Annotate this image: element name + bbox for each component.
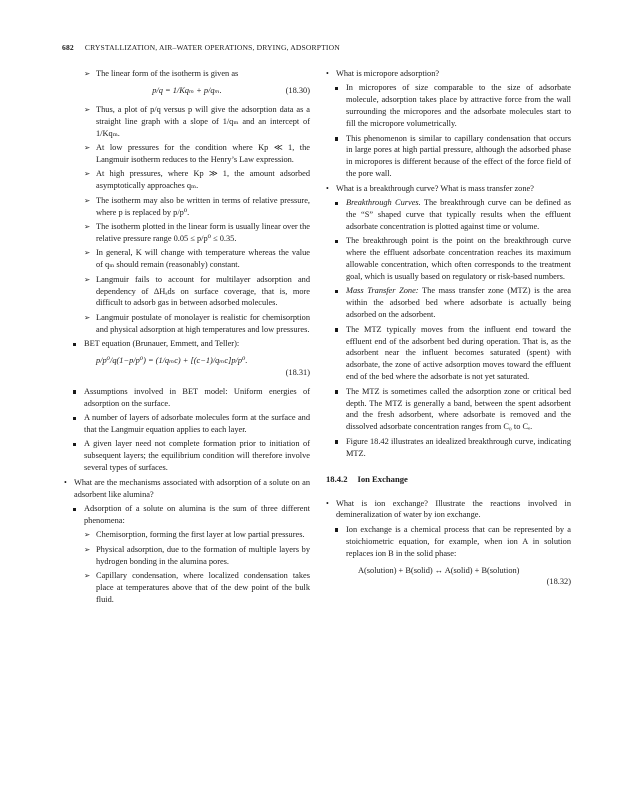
item-text: Ion exchange is a chemical process that can be represented by a stoichiometric equation, for example, when ion A in solution replaces ion B in the solid phase: [346,524,571,558]
running-header [62,43,572,52]
item-text: Langmuir fails to account for multilayer adsorption and dependency of ΔHₐds on surface coverage, that is, more difficult to adsorb gas in between adsorbed molecules. [96,274,310,308]
item-text: The breakthrough curve can be defined as the “S” shaped curve that typically results when the effluent adsorbate concentration is plotted against time or volume. [346,198,571,231]
square-bullet-icon [335,436,338,448]
arrow-bullet-icon: ➢ [84,221,91,231]
arrow-bullet-icon: ➢ [84,143,91,153]
sub-bullet-item [64,570,310,606]
item-text: BET equation (Brunauer, Emmett, and Teller): [84,339,240,349]
equation-expression: p/q = 1/Kqₘ + p/qₘ. [152,85,222,95]
section-title: Ion Exchange [357,473,408,484]
item-text: Thus, a plot of p/q versus p will give the adsorption data as a straight line graph with a slope of 1/qₘ and an intercept of 1/Kqₘ. [96,104,310,138]
square-bullet-icon [335,285,338,297]
running-title: CRYSTALLIZATION, AIR–WATER OPERATIONS, DRYING, ADSORPTION [84,43,340,52]
arrow-bullet-icon: ➢ [84,544,91,554]
dot-bullet-icon: • [326,69,329,78]
item-text: The isotherm plotted in the linear form is usually linear over the relative pressure range 0.05 ≤ p/p⁰ ≤ 0.35. [96,221,310,243]
bullet-item [326,386,571,434]
question-item [326,68,571,80]
item-text: What is ion exchange? Illustrate the reactions involved in demineralization of water by ion exchange. [336,498,571,520]
equation [326,565,571,589]
arrow-bullet-icon: ➢ [84,274,91,284]
equation-expression: A(solution) + B(solid) ↔ A(solid) + B(solution) [358,565,520,575]
item-text: Figure 18.42 illustrates an idealized breakthrough curve, indicating MTZ. [346,436,571,458]
bullet-item [326,235,571,283]
equation-number: (18.32) [546,577,571,587]
bullet-item [64,386,310,410]
square-bullet-icon [73,438,76,450]
item-text: Physical adsorption, due to the formation of multiple layers by hydrogen bonding in the alumina pores. [96,544,310,566]
square-bullet-icon [335,524,338,536]
square-bullet-icon [73,412,76,424]
sub-bullet-item [64,247,310,271]
arrow-bullet-icon: ➢ [84,312,91,322]
item-text: The MTZ is sometimes called the adsorption zone or critical bed depth. The MTZ is generally a band, between the spent adsorbent and the fresh adsorbent, where adsorbate is removed and the dissolved adsorbate concentration ranges from C₀ to Cₑ. [346,386,571,432]
question-item [326,498,571,522]
item-text: At low pressures for the condition where Kp ≪ 1, the Langmuir isotherm reduces to the Henry’s Law expression. [96,143,310,164]
arrow-bullet-icon: ➢ [84,195,91,205]
arrow-bullet-icon: ➢ [84,248,91,258]
arrow-bullet-icon: ➢ [84,169,91,179]
right-column [326,68,571,595]
dot-bullet-icon: • [64,477,67,487]
item-lead-term: Breakthrough Curves. [346,198,421,208]
sub-bullet-item [64,142,310,166]
item-text: This phenomenon is similar to capillary condensation that occurs in large pores at high partial pressure, although the adsorbed phase in micropores is different because of the effect of the force field of the pore wall. [346,133,571,179]
sub-bullet-item [64,544,310,568]
sub-bullet-item [64,195,310,219]
item-text: What is a breakthrough curve? What is mass transfer zone? [336,183,534,193]
equation [64,355,310,379]
bullet-item [326,133,571,181]
arrow-bullet-icon: ➢ [84,104,91,114]
sub-bullet-item [64,274,310,310]
square-bullet-icon [335,82,338,94]
equation-number: (18.31) [285,367,310,377]
equation-number: (18.30) [285,85,310,95]
square-bullet-icon [335,133,338,145]
item-text: At high pressures, where Kp ≫ 1, the amount adsorbed asymptotically approaches qₘ. [96,169,310,191]
item-text: Assumptions involved in BET model: Uniform energies of adsorption on the surface. [84,386,310,408]
sub-bullet-item [64,529,310,541]
bullet-item [326,197,571,233]
left-column [64,68,310,608]
item-text: The linear form of the isotherm is given as [96,69,239,78]
dot-bullet-icon: • [326,498,329,508]
square-bullet-icon [73,386,76,398]
item-text: What are the mechanisms associated with adsorption of a solute on an adsorbent like alumina? [74,477,310,499]
question-item [64,477,310,501]
bullet-item [326,524,571,560]
item-text: The breakthrough point is the point on the breakthrough curve where the effluent adsorbate concentration reaches its maximum allowable concentration, which often corresponds to the treatment goal, which is usually based on regulatory or risk-based numbers. [346,236,571,281]
item-text: In general, K will change with temperature whereas the value of qₘ should remain (reasonably) constant. [96,248,310,270]
square-bullet-icon [335,235,338,247]
item-text: Chemisorption, forming the first layer at low partial pressures. [96,530,305,540]
sub-bullet-item [64,68,310,80]
item-text: Capillary condensation, where localized condensation takes place at temperatures above that of the dew point of the bulk fluid. [96,571,310,604]
square-bullet-icon [73,338,76,350]
item-text: Langmuir postulate of monolayer is realistic for chemisorption and physical adsorption at high temperatures and low pressures. [96,312,310,334]
bullet-item [64,438,310,474]
square-bullet-icon [335,386,338,398]
dot-bullet-icon: • [326,183,329,193]
sub-bullet-item [64,221,310,245]
item-text: The isotherm may also be written in terms of relative pressure, where p is replaced by p/p⁰. [96,195,310,217]
bullet-item [64,503,310,527]
arrow-bullet-icon: ➢ [84,571,91,581]
sub-bullet-item [64,312,310,336]
bullet-item [326,324,571,384]
item-text: What is micropore adsorption? [336,69,440,78]
sub-bullet-item [64,168,310,192]
arrow-bullet-icon: ➢ [84,530,91,540]
section-heading [326,474,571,486]
bullet-item [326,285,571,321]
bullet-item [64,412,310,436]
sub-bullet-item [64,104,310,140]
bullet-item [326,82,571,130]
arrow-bullet-icon: ➢ [84,69,91,78]
item-lead-term: Mass Transfer Zone: [346,286,419,296]
bullet-item [326,436,571,460]
question-item [326,183,571,195]
item-text: Adsorption of a solute on alumina is the sum of three different phenomena: [84,504,310,525]
page-number: 682 [62,43,74,52]
equation [64,85,310,97]
bullet-item [64,338,310,350]
square-bullet-icon [335,197,338,209]
item-text: A given layer need not complete formation prior to initiation of subsequent layers; the equilibrium condition will therefore involve several types of surfaces. [84,439,310,473]
item-text: In micropores of size comparable to the size of adsorbate molecule, adsorption takes place by attractive force from the wall surrounding the micropores and the adsorbate molecules start to fill the micropore volumetrically. [346,83,571,129]
item-text: A number of layers of adsorbate molecules form at the surface and that the Langmuir equation applies to each layer. [84,413,310,435]
square-bullet-icon [73,503,76,515]
item-text: The mass transfer zone (MTZ) is the area within the adsorbed bed where adsorbate is actually being adsorbed on the adsorbent. [346,286,571,320]
item-text: The MTZ typically moves from the influent end toward the effluent end of the adsorbent bed during operation. That is, as the adsorbent near the influent becomes saturated (spent) with adsorbate, the zone of active adsorption moves toward the effluent end of the bed where the adsorbate is not yet saturated. [346,324,571,382]
section-number: 18.4.2 [326,473,348,484]
square-bullet-icon [335,324,338,336]
equation-expression: p/p⁰/q(1−p/p⁰) = (1/qₘc) + [(c−1)/qₘc]p/p⁰. [96,356,248,366]
